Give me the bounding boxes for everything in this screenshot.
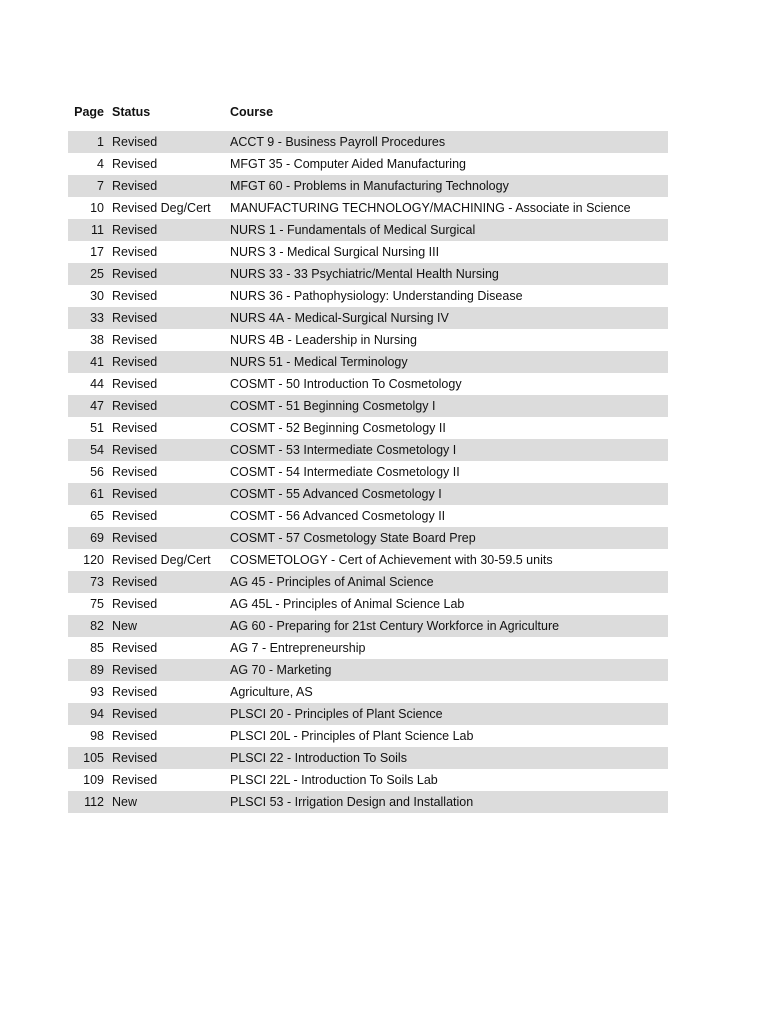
table-row: [68, 197, 668, 219]
row-course: PLSCI 22 - Introduction To Soils: [230, 751, 407, 765]
table-row: [68, 505, 668, 527]
row-course: MANUFACTURING TECHNOLOGY/MACHINING - Associate in Science: [230, 201, 631, 215]
row-page-number: 98: [90, 729, 104, 743]
table-row: [68, 659, 668, 681]
table-row: [68, 241, 668, 263]
row-page-number: 85: [90, 641, 104, 655]
row-status: Revised: [112, 729, 158, 743]
row-course: COSMT - 56 Advanced Cosmetology II: [230, 509, 446, 523]
row-course: COSMT - 50 Introduction To Cosmetology: [230, 377, 462, 391]
row-status: Revised: [112, 443, 158, 457]
row-page-number: 82: [90, 619, 104, 633]
row-page-number: 61: [90, 487, 104, 501]
row-page-number: 69: [90, 531, 104, 545]
row-page-number: 30: [90, 289, 104, 303]
row-course: COSMT - 53 Intermediate Cosmetology I: [230, 443, 457, 457]
row-course: AG 45L - Principles of Animal Science Lab: [230, 597, 465, 611]
row-status: Revised: [112, 421, 158, 435]
row-course: COSMT - 54 Intermediate Cosmetology II: [230, 465, 460, 479]
row-page-number: 25: [90, 267, 104, 281]
row-page-number: 105: [83, 751, 104, 765]
table-header: [68, 103, 668, 123]
table-row: [68, 307, 668, 329]
row-status: New: [112, 795, 138, 809]
row-page-number: 38: [90, 333, 104, 347]
row-course: ACCT 9 - Business Payroll Procedures: [230, 135, 446, 149]
table-row: [68, 417, 668, 439]
table-row: [68, 769, 668, 791]
row-page-number: 120: [83, 553, 104, 567]
row-status: Revised: [112, 311, 158, 325]
table-row: [68, 681, 668, 703]
table-row: [68, 593, 668, 615]
row-status: Revised: [112, 465, 158, 479]
row-status: New: [112, 619, 138, 633]
row-course: NURS 36 - Pathophysiology: Understanding Disease: [230, 289, 523, 303]
row-page-number: 93: [90, 685, 104, 699]
row-status: Revised: [112, 487, 158, 501]
row-page-number: 1: [97, 135, 104, 149]
row-course: AG 70 - Marketing: [230, 663, 332, 677]
row-status: Revised Deg/Cert: [112, 553, 211, 567]
row-status: Revised: [112, 575, 158, 589]
row-course: NURS 33 - 33 Psychiatric/Mental Health Nursing: [230, 267, 499, 281]
table-row: [68, 615, 668, 637]
row-status: Revised: [112, 707, 158, 721]
table-row: [68, 703, 668, 725]
row-page-number: 7: [97, 179, 104, 193]
row-course: Agriculture, AS: [230, 685, 313, 699]
table-row: [68, 219, 668, 241]
row-course: AG 45 - Principles of Animal Science: [230, 575, 434, 589]
table-row: [68, 175, 668, 197]
row-course: PLSCI 22L - Introduction To Soils Lab: [230, 773, 438, 787]
row-status: Revised: [112, 751, 158, 765]
header-status: Status: [112, 105, 151, 119]
row-status: Revised: [112, 399, 158, 413]
row-course: COSMT - 52 Beginning Cosmetology II: [230, 421, 446, 435]
header-page: Page: [74, 105, 104, 119]
row-status: Revised: [112, 179, 158, 193]
row-course: NURS 4B - Leadership in Nursing: [230, 333, 417, 347]
table-row: [68, 483, 668, 505]
row-course: MFGT 60 - Problems in Manufacturing Technology: [230, 179, 509, 193]
row-status: Revised: [112, 663, 158, 677]
row-page-number: 112: [84, 795, 104, 809]
row-status: Revised: [112, 157, 158, 171]
row-course: MFGT 35 - Computer Aided Manufacturing: [230, 157, 466, 171]
row-page-number: 94: [90, 707, 104, 721]
row-status: Revised: [112, 245, 158, 259]
table-row: [68, 263, 668, 285]
row-course: PLSCI 20L - Principles of Plant Science Lab: [230, 729, 474, 743]
row-status: Revised: [112, 333, 158, 347]
row-status: Revised Deg/Cert: [112, 201, 211, 215]
row-course: COSMT - 55 Advanced Cosmetology I: [230, 487, 442, 501]
row-status: Revised: [112, 135, 158, 149]
row-course: NURS 4A - Medical-Surgical Nursing IV: [230, 311, 449, 325]
row-status: Revised: [112, 641, 158, 655]
table-row: [68, 571, 668, 593]
table-row: [68, 637, 668, 659]
table-row: [68, 395, 668, 417]
table-row: [68, 747, 668, 769]
row-course: COSMT - 57 Cosmetology State Board Prep: [230, 531, 476, 545]
row-page-number: 17: [90, 245, 104, 259]
table-row: [68, 285, 668, 307]
row-status: Revised: [112, 597, 158, 611]
row-course: AG 7 - Entrepreneurship: [230, 641, 366, 655]
table-row: [68, 725, 668, 747]
row-page-number: 41: [90, 355, 104, 369]
table-row: [68, 329, 668, 351]
row-status: Revised: [112, 685, 158, 699]
row-status: Revised: [112, 377, 158, 391]
row-course: AG 60 - Preparing for 21st Century Workforce in Agriculture: [230, 619, 560, 633]
row-status: Revised: [112, 355, 158, 369]
row-status: Revised: [112, 223, 158, 237]
row-course: NURS 1 - Fundamentals of Medical Surgical: [230, 223, 476, 237]
row-status: Revised: [112, 531, 158, 545]
row-course: COSMETOLOGY - Cert of Achievement with 30-59.5 units: [230, 553, 553, 567]
row-page-number: 4: [97, 157, 104, 171]
table-row: [68, 461, 668, 483]
row-page-number: 10: [90, 201, 104, 215]
row-page-number: 65: [90, 509, 104, 523]
row-page-number: 11: [91, 223, 104, 237]
table-row: [68, 351, 668, 373]
table-row: [68, 791, 668, 813]
table-row: [68, 527, 668, 549]
row-status: Revised: [112, 267, 158, 281]
table-body: [68, 131, 668, 813]
row-page-number: 109: [83, 773, 104, 787]
row-page-number: 44: [90, 377, 104, 391]
row-page-number: 54: [90, 443, 104, 457]
row-page-number: 73: [90, 575, 104, 589]
row-course: NURS 51 - Medical Terminology: [230, 355, 408, 369]
row-status: Revised: [112, 773, 158, 787]
header-course: Course: [230, 105, 274, 119]
row-page-number: 56: [90, 465, 104, 479]
table-row: [68, 373, 668, 395]
row-page-number: 89: [90, 663, 104, 677]
row-status: Revised: [112, 289, 158, 303]
row-status: Revised: [112, 509, 158, 523]
row-course: PLSCI 20 - Principles of Plant Science: [230, 707, 443, 721]
row-page-number: 51: [90, 421, 104, 435]
row-page-number: 33: [90, 311, 104, 325]
table-row: [68, 153, 668, 175]
row-course: PLSCI 53 - Irrigation Design and Installation: [230, 795, 474, 809]
row-page-number: 75: [90, 597, 104, 611]
table-row: [68, 549, 668, 571]
table-row: [68, 131, 668, 153]
row-course: COSMT - 51 Beginning Cosmetolgy I: [230, 399, 436, 413]
row-page-number: 47: [90, 399, 104, 413]
row-course: NURS 3 - Medical Surgical Nursing III: [230, 245, 440, 259]
table-row: [68, 439, 668, 461]
